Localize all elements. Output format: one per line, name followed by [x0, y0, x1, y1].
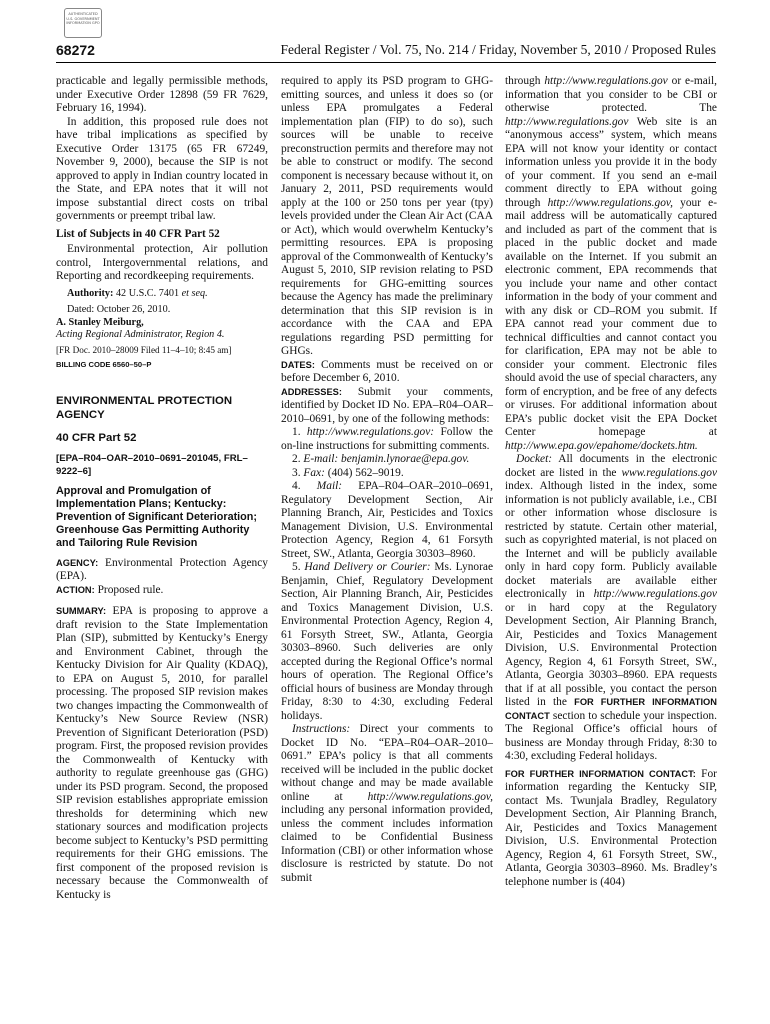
- method-item: [281, 426, 493, 453]
- column-1: [56, 75, 268, 902]
- gpo-authentication-seal: AUTHENTICATED U.S. GOVERNMENT INFORMATION GPO: [64, 8, 102, 38]
- method-number: 4.: [292, 480, 301, 492]
- addresses-paragraph: [281, 386, 493, 427]
- instructions-text: including any personal information provided, unless the comment includes information claimed to be Confidential Business Information (CBI) or other information whose disclosure is restricted by statute. Do not submit: [281, 804, 493, 884]
- method-item: [281, 561, 493, 723]
- method-number: 5.: [292, 561, 301, 573]
- instructions-paragraph: [281, 723, 493, 885]
- docket-paragraph: [505, 453, 717, 764]
- method-item: [281, 467, 493, 481]
- docket-number: [EPA–R04–OAR–2010–0691–201045, FRL–9222–6]: [56, 452, 248, 477]
- paragraph: required to apply its PSD program to GHG-emitting sources, and unless it does so (or unless EPA promulgates a Federal implementation plan (FIP) to do so), such sources will be unable to receive preconstruction permits and therefore may not be able to construct or modify. The second component is necessary because without it, on January 2, 2011, PSD requirements would apply at the 100 or 250 tons per year (tpy) levels provided under the Clean Air Act (CAA or Act), which would overwhelm Kentucky’s permitting resources. EPA is proposing approval of the Commonwealth of Kentucky’s August 5, 2010, SIP revision relating to PSD requirements for GHG-emitting sources because the Agency has made the preliminary determination that this SIP revision is in accordance with the CAA and EPA regulations regarding PSD permitting for GHGs.: [281, 75, 493, 357]
- text: section to schedule your inspection. The Regional Office’s official hours of business are Monday through Friday, 8:30 to 4:30, excluding Federal holidays.: [505, 709, 717, 762]
- contact-paragraph: [505, 768, 717, 890]
- agency-heading: ENVIRONMENTAL PROTECTION AGENCY: [56, 394, 233, 421]
- link-text: http://www.epa.gov/epahome/dockets.htm.: [505, 439, 698, 452]
- authority-em: et seq.: [181, 287, 208, 299]
- action-line: [56, 584, 268, 598]
- link-text: http://www.regulations.gov: [593, 588, 717, 600]
- caps-reference: FOR FURTHER INFORMATION CONTACT: [505, 697, 717, 721]
- subjects-heading: List of Subjects in 40 CFR Part 52: [56, 227, 220, 240]
- cfr-part-heading: 40 CFR Part 52: [56, 431, 137, 444]
- method-text: EPA–R04–OAR–2010–0691, Regulatory Development Section, Air Planning Branch, Air, Pesticides and Toxics Management Division, U.S. Environmental Protection Agency, Region 4, 61 Forsyth Street, SW., Atlanta, Georgia 30303–8960.: [281, 480, 493, 560]
- method-item: [281, 453, 493, 467]
- column-3: [505, 75, 717, 889]
- method-number: 2.: [292, 453, 301, 465]
- method-number: 3.: [292, 466, 301, 479]
- method-label: Fax:: [303, 466, 325, 479]
- method-text: Ms. Lynorae Benjamin, Chief, Regulatory Development Section, Air Planning Branch, Air, Pesticides and Toxics Management Division, U.S. Environmental Protection Agency, Region 4, 61 Forsyth Street, SW., Atlanta, Georgia 30303–8960. Such deliveries are only accepted during the Regional Office’s normal hours of operation. The Regional Office’s official hours of business are Monday through Friday, 8:30 to 4:30, excluding Federal holidays.: [281, 561, 493, 722]
- agency-line: [56, 557, 268, 584]
- text: Web site is an “anonymous access” system, which means EPA will not know your identity or contact information unless you provide it in the body of your comment. If you send an e-mail comment directly to EPA without going through: [505, 115, 717, 209]
- dated-line: Dated: October 26, 2010.: [67, 304, 171, 315]
- text: index. Although listed in the index, some information is not publicly available, i.e., CBI or other information whose disclosure is restricted by statute. Certain other material, such as copyrighted material, is not placed on the Internet and will be publicly available only in hard copy form. Publicly available docket materials are available either electronically in: [505, 480, 717, 600]
- link-text: http://www.regulations.gov,: [547, 196, 673, 209]
- link-text: http://www.regulations.gov: [544, 75, 668, 87]
- authority-line: [56, 288, 268, 301]
- method-number: 1.: [292, 426, 301, 438]
- docket-label: Docket:: [516, 453, 553, 465]
- text: or in hard copy at the Regulatory Development Section, Air Planning Branch, Air, Pesticides and Toxics Management Division, U.S. Environmental Protection Agency, Region 4, 61 Forsyth Street, SW., Atlanta, Georgia 30303–8960. EPA requests that if at all possible, you contact the person listed in the: [505, 601, 717, 708]
- summary-text: EPA is proposing to approve a draft revision to the State Implementation Plan (SIP), submitted by Kentucky’s Energy and Environment Cabinet, through the Kentucky Division for Air Quality (KDAQ), to EPA on August 5, 2010, for parallel processing. The proposed SIP revision makes two changes impacting the Commonwealth of Kentucky’s New Source Review (NSR) Prevention of Significant Deterioration (PSD) program. First, the proposed revision provides the Commonwealth of Kentucky with authority to regulate greenhouse gas (GHG) under its PSD program. Second, the proposed SIP revision establishes appropriate emission thresholds for determining which new stationary sources and modification projects become subject to Kentucky’s PSD permitting requirements for their GHG emissions. The first component of the proposed revision is necessary because the Commonwealth of Kentucky is: [56, 605, 268, 901]
- text: your e-mail address will be automatically captured and included as part of the comment that is placed in the public docket and made available on the Internet. If you submit an electronic comment, EPA recommends that you include your name and other contact information in the body of your comment and with any disk or CD–ROM you submit. If EPA cannot read your comment due to technical difficulties and cannot contact you for clarification, EPA may not be able to consider your comment. Electronic files should avoid the use of special characters, any form of encryption, and be free of any defects or viruses. For additional information about EPA’s public docket visit the EPA Docket Center homepage at: [505, 196, 717, 438]
- text: or e-mail, information that you consider to be CBI or otherwise protected. The: [505, 75, 717, 114]
- signer-name: A. Stanley Meiburg,: [56, 316, 144, 328]
- method-item: [281, 480, 493, 561]
- signer-title: Acting Regional Administrator, Region 4.: [56, 329, 225, 340]
- instructions-label: Instructions:: [292, 723, 351, 735]
- action-value: Proposed rule.: [97, 583, 164, 596]
- paragraph: practicable and legally permissible methods, under Executive Order 12898 (59 FR 7629, February 16, 1994).: [56, 75, 268, 114]
- contact-label: FOR FURTHER INFORMATION CONTACT:: [505, 768, 696, 779]
- rule-title: Approval and Promulgation of Implementation Plans; Kentucky: Prevention of Significant Deterioration; Greenhouse Gas Permitting Authority and Tailoring Rule Revision: [56, 484, 257, 549]
- summary-paragraph: [56, 605, 268, 902]
- billing-code: BILLING CODE 6560–50–P: [56, 360, 152, 369]
- action-label: ACTION:: [56, 584, 95, 595]
- running-title: Federal Register / Vol. 75, No. 214 / Friday, November 5, 2010 / Proposed Rules: [280, 42, 716, 57]
- dates-paragraph: [281, 359, 493, 386]
- link-text: http://www.regulations.gov: [505, 115, 629, 128]
- instructions-link: http://www.regulations.gov,: [367, 790, 493, 803]
- method-email: E-mail: benjamin.lynorae@epa.gov.: [303, 453, 470, 465]
- paragraph: [505, 75, 717, 453]
- link-text: www.regulations.gov: [621, 466, 717, 479]
- authority-label: Authority:: [67, 287, 114, 299]
- addresses-text: Submit your comments, identified by Docket ID No. EPA–R04–OAR–2010–0691, by one of the following methods:: [281, 385, 493, 425]
- method-label: Mail:: [316, 480, 343, 492]
- method-link: http://www.regulations.gov:: [306, 426, 435, 438]
- agency-label: AGENCY:: [56, 557, 99, 568]
- page-number: 68272: [56, 42, 95, 58]
- dates-text: Comments must be received on or before December 6, 2010.: [281, 358, 493, 384]
- column-2: [281, 75, 493, 885]
- page-header: [56, 42, 716, 63]
- authority-text: 42 U.S.C. 7401: [115, 287, 180, 299]
- subjects-list: Environmental protection, Air pollution control, Intergovernmental relations, and Reporting and recordkeeping requirements.: [56, 243, 268, 282]
- method-text: Follow the on-line instructions for submitting comments.: [281, 426, 493, 452]
- method-label: Hand Delivery or Courier:: [304, 561, 431, 573]
- dates-label: DATES:: [281, 359, 315, 370]
- instructions-text: Direct your comments to Docket ID No. “EPA–R04–OAR–2010–0691.” EPA’s policy is that all comments received will be included in the public docket without change and may be made available online at: [281, 723, 493, 803]
- summary-label: SUMMARY:: [56, 606, 107, 616]
- fr-doc-line: [FR Doc. 2010–28009 Filed 11–4–10; 8:45 am]: [56, 344, 232, 355]
- text: All documents in the electronic docket are listed in the: [505, 453, 717, 479]
- paragraph: In addition, this proposed rule does not have tribal implications as specified by Executive Order 13175 (65 FR 67249, November 9, 2000), because the SIP is not approved to apply in Indian country located in the State, and EPA notes that it will not impose substantial direct costs on tribal governments or preempt tribal law.: [56, 115, 268, 222]
- method-text: (404) 562–9019.: [327, 466, 404, 479]
- agency-value: Environmental Protection Agency (EPA).: [56, 556, 268, 582]
- addresses-label: ADDRESSES:: [281, 386, 342, 397]
- contact-text: For information regarding the Kentucky SIP, contact Ms. Twunjala Bradley, Regulatory Development Section, Air Planning Branch, Air, Pesticides and Toxics Management Division, U.S. Environmental Protection Agency, Region 4, 61 Forsyth Street, SW., Atlanta, Georgia 30303–8960. Ms. Bradley’s telephone number is (404): [505, 767, 717, 888]
- text: through: [505, 75, 541, 87]
